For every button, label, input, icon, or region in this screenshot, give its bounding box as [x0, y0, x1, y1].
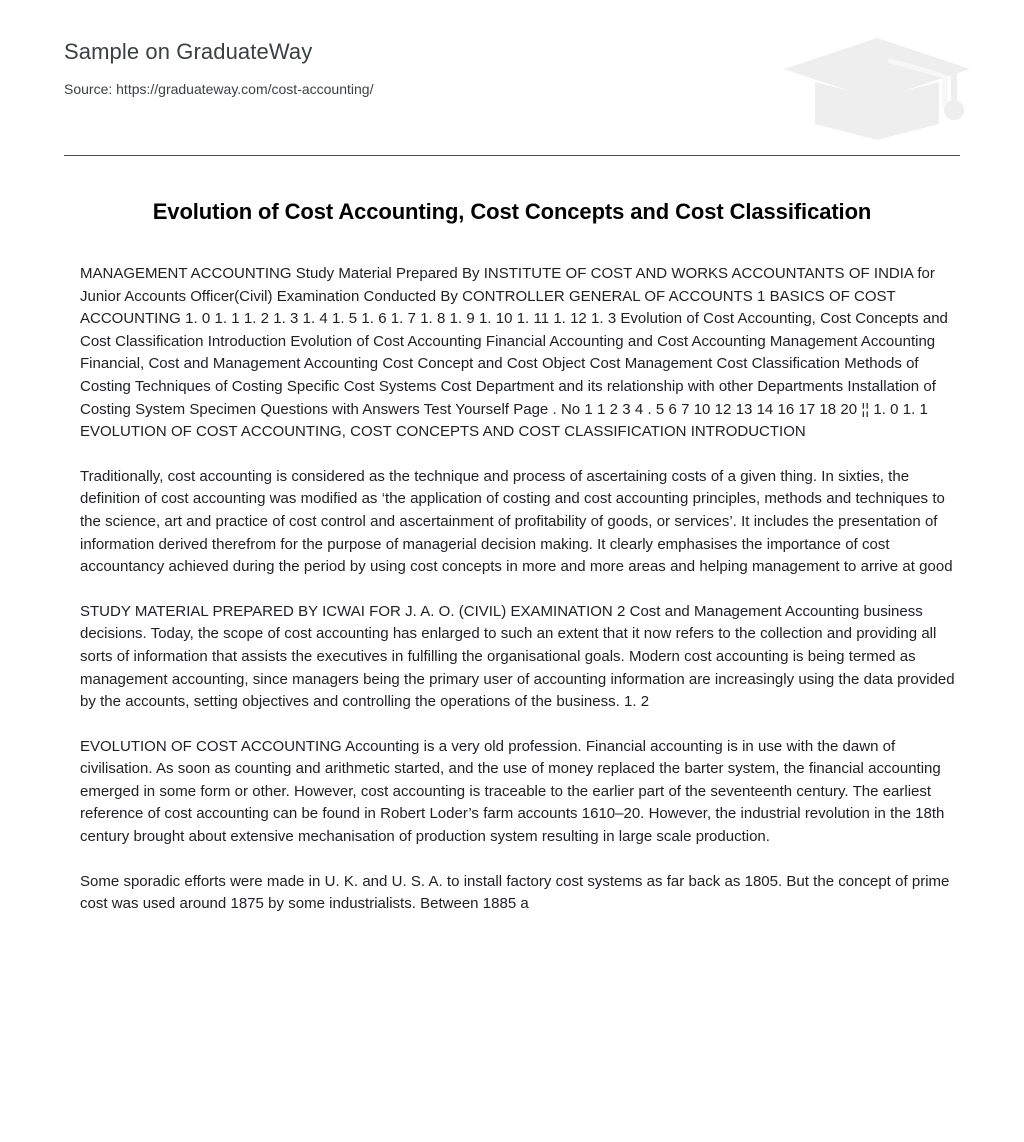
- document-body: [80, 263, 960, 916]
- body-paragraph: Traditionally, cost accounting is considered as the technique and process of ascertaining costs of a given thing. In sixties, the definition of cost accounting was modified as ‘the application of costing and cost accounting principles, methods and techniques to the science, art and practice of cost control and ascertainment of profitability of goods, or services’. It includes the presentation of information derived therefrom for the purpose of managerial decision making. It clearly emphasises the importance of cost accountancy achieved during the period by using cost concepts in more and more areas and helping management to arrive at good: [80, 467, 953, 576]
- brand-title: Sample on GraduateWay: [64, 39, 313, 64]
- document-header: [0, 0, 1024, 117]
- source-line: [64, 80, 960, 98]
- page-title: Evolution of Cost Accounting, Cost Concepts and Cost Classification: [152, 199, 872, 224]
- body-paragraph: EVOLUTION OF COST ACCOUNTING Accounting is a very old profession. Financial accounting is in use with the dawn of civilisation. As soon as counting and arithmetic started, and the use of money replaced the barter system, the financial accounting emerged in some form or other. However, cost accounting is traceable to the earlier part of the seventeenth century. The earliest reference of cost accounting can be found in Robert Loder’s farm accounts 1610–20. However, the industrial revolution in the 18th century brought about extensive mechanisation of production system resulting in large scale production.: [80, 737, 945, 846]
- body-paragraph: STUDY MATERIAL PREPARED BY ICWAI FOR J. A. O. (CIVIL) EXAMINATION 2 Cost and Management Accounting business decisions. Today, the scope of cost accounting has enlarged to such an extent that it now refers to the collection and providing all sorts of information that assists the executives in fulfilling the organisational goals. Modern cost accounting is being termed as management accounting, since managers being the primary user of accounting information are increasingly using the data provided by the accounts, setting objectives and controlling the operations of the business. 1. 2: [80, 602, 955, 711]
- source-label: Source:: [64, 80, 113, 97]
- body-paragraph: MANAGEMENT ACCOUNTING Study Material Prepared By INSTITUTE OF COST AND WORKS ACCOUNTANTS OF INDIA for Junior Accounts Officer(Civil) Examination Conducted By CONTROLLER GENERAL OF ACCOUNTS 1 BASICS OF COST ACCOUNTING 1. 0 1. 1 1. 2 1. 3 1. 4 1. 5 1. 6 1. 7 1. 8 1. 9 1. 10 1. 11 1. 12 1. 3 Evolution of Cost Accounting, Cost Concepts and Cost Classification Introduction Evolution of Cost Accounting Financial Accounting and Cost Accounting Management Accounting Financial, Cost and Management Accounting Cost Concept and Cost Object Cost Management Cost Classification Methods of Costing Techniques of Costing Specific Cost Systems Cost Department and its relationship with other Departments Installation of Costing System Specimen Questions with Answers Test Yourself Page . No 1 1 2 3 4 . 5 6 7 10 12 13 14 16 17 18 20 ¦¦ 1. 0 1. 1 EVOLUTION OF COST ACCOUNTING, COST CONCEPTS AND COST CLASSIFICATION INTRODUCTION: [80, 265, 948, 441]
- body-paragraph: Some sporadic efforts were made in U. K. and U. S. A. to install factory cost systems as far back as 1805. But the concept of prime cost was used around 1875 by some industrialists. Between 1885 a: [80, 872, 950, 913]
- brand-block: [64, 38, 960, 98]
- header-divider: [64, 155, 960, 156]
- source-url[interactable]: https://graduateway.com/cost-accounting/: [116, 80, 374, 97]
